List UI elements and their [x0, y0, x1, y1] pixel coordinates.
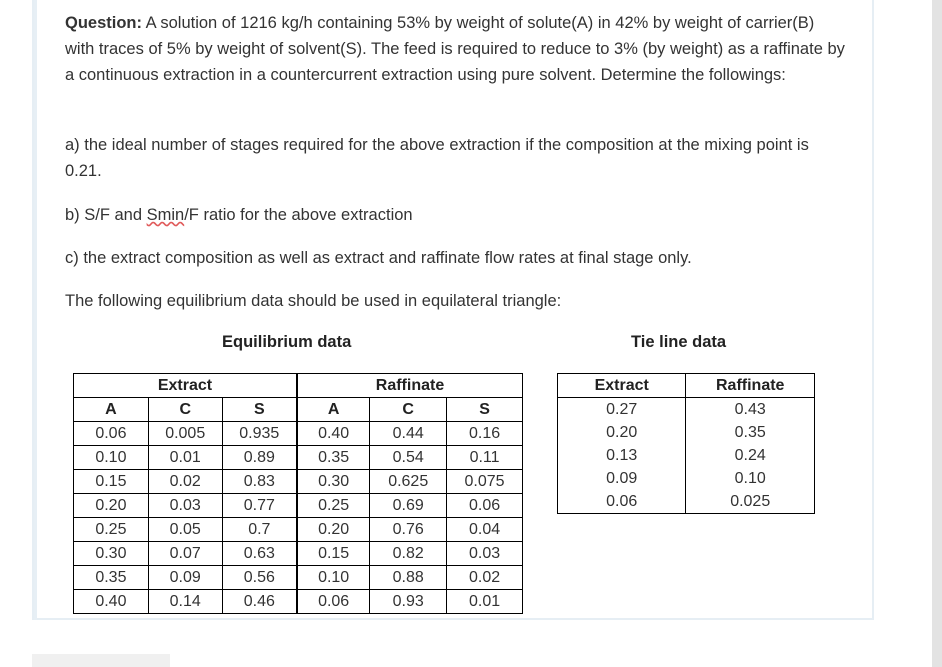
table-cell: 0.63 — [222, 542, 297, 566]
table-cell: 0.89 — [222, 446, 297, 470]
instruction-text: The following equilibrium data should be used in equilateral triangle: — [65, 292, 562, 310]
table-cell: 0.20 — [297, 518, 370, 542]
table-cell: 0.09 — [148, 566, 222, 590]
group-header-row — [74, 374, 523, 398]
col-header: C — [370, 398, 447, 422]
table-cell: 0.005 — [148, 422, 222, 446]
table-cell: 0.06 — [447, 494, 523, 518]
table-row — [74, 422, 523, 446]
table-cell: 0.46 — [222, 590, 297, 614]
table-cell: 0.07 — [148, 542, 222, 566]
table-row — [74, 590, 523, 614]
table-cell: 0.935 — [222, 422, 297, 446]
table-cell: 0.06 — [297, 590, 370, 614]
part-c: c) the extract composition as well as extract and raffinate flow rates at final stage only. — [65, 249, 692, 267]
table-row — [558, 398, 815, 422]
scrollbar-track[interactable] — [932, 0, 942, 667]
col-header: S — [447, 398, 523, 422]
tieline-header-row — [558, 374, 815, 398]
table-cell: 0.25 — [74, 518, 149, 542]
table-row — [558, 444, 815, 467]
question-paragraph — [65, 10, 845, 88]
table-cell: 0.76 — [370, 518, 447, 542]
table-cell: 0.13 — [558, 444, 686, 467]
table-cell: 0.77 — [222, 494, 297, 518]
col-header: A — [297, 398, 370, 422]
table-cell: 0.30 — [297, 470, 370, 494]
table-row — [74, 446, 523, 470]
col-header: S — [222, 398, 297, 422]
table-cell: 0.24 — [686, 444, 815, 467]
col-header: A — [74, 398, 149, 422]
table-cell: 0.06 — [558, 490, 686, 514]
question-label: Question: — [65, 14, 142, 32]
table-cell: 0.82 — [370, 542, 447, 566]
extract-group-header: Extract — [74, 374, 297, 398]
table-cell: 0.35 — [74, 566, 149, 590]
smin-term: Smin — [146, 206, 185, 224]
table-row — [558, 490, 815, 514]
table-cell: 0.30 — [74, 542, 149, 566]
card-left-border — [34, 0, 37, 620]
table-row — [74, 470, 523, 494]
table-cell: 0.01 — [148, 446, 222, 470]
table-row — [74, 494, 523, 518]
tieline-table — [557, 373, 815, 514]
table-cell: 0.20 — [74, 494, 149, 518]
table-row — [558, 421, 815, 444]
table-cell: 0.27 — [558, 398, 686, 422]
table-cell: 0.40 — [297, 422, 370, 446]
table-row — [74, 542, 523, 566]
table-cell: 0.10 — [74, 446, 149, 470]
part-b-prefix: b) S/F and — [65, 206, 147, 224]
table-cell: 0.25 — [297, 494, 370, 518]
table-cell: 0.7 — [222, 518, 297, 542]
part-b-suffix: /F ratio for the above extraction — [184, 206, 413, 224]
table-cell: 0.075 — [447, 470, 523, 494]
table-cell: 0.03 — [447, 542, 523, 566]
col-header: Extract — [558, 374, 686, 398]
table-cell: 0.15 — [297, 542, 370, 566]
table-cell: 0.35 — [297, 446, 370, 470]
col-header: Raffinate — [686, 374, 815, 398]
part-a: a) the ideal number of stages required for the above extraction if the composition at the mixing point is 0.21. — [65, 136, 809, 180]
table-cell: 0.02 — [447, 566, 523, 590]
table-cell: 0.88 — [370, 566, 447, 590]
question-body: A solution of 1216 kg/h containing 53% by weight of solute(A) in 42% by weight of carrier(B) with traces of 5% by weight of solvent(S). The feed is required to reduce to 3% (by weight) as a raffinate by a continuous extraction in a countercurrent extraction using pure solvent. Determine the followings: — [65, 14, 845, 84]
part-b — [65, 202, 845, 228]
table-cell: 0.56 — [222, 566, 297, 590]
table-cell: 0.93 — [370, 590, 447, 614]
column-header-row — [74, 398, 523, 422]
table-cell: 0.20 — [558, 421, 686, 444]
table-row — [74, 518, 523, 542]
table-cell: 0.025 — [686, 490, 815, 514]
tieline-heading: Tie line data — [631, 333, 727, 351]
table-cell: 0.09 — [558, 467, 686, 490]
table-row — [74, 566, 523, 590]
equilibrium-body — [74, 422, 523, 614]
equilibrium-heading: Equilibrium data — [222, 333, 352, 351]
tieline-body — [558, 398, 815, 514]
col-header: C — [148, 398, 222, 422]
table-cell: 0.54 — [370, 446, 447, 470]
table-cell: 0.40 — [74, 590, 149, 614]
table-cell: 0.35 — [686, 421, 815, 444]
table-cell: 0.16 — [447, 422, 523, 446]
table-cell: 0.05 — [148, 518, 222, 542]
table-cell: 0.04 — [447, 518, 523, 542]
table-cell: 0.11 — [447, 446, 523, 470]
table-cell: 0.10 — [686, 467, 815, 490]
table-row — [558, 467, 815, 490]
table-cell: 0.10 — [297, 566, 370, 590]
raffinate-group-header: Raffinate — [297, 374, 523, 398]
table-cell: 0.44 — [370, 422, 447, 446]
table-cell: 0.03 — [148, 494, 222, 518]
table-cell: 0.02 — [148, 470, 222, 494]
table-cell: 0.625 — [370, 470, 447, 494]
table-cell: 0.14 — [148, 590, 222, 614]
equilibrium-table — [73, 373, 523, 614]
table-cell: 0.43 — [686, 398, 815, 422]
table-cell: 0.69 — [370, 494, 447, 518]
next-card-edge — [32, 654, 170, 667]
table-cell: 0.01 — [447, 590, 523, 614]
table-cell: 0.83 — [222, 470, 297, 494]
table-cell: 0.15 — [74, 470, 149, 494]
table-cell: 0.06 — [74, 422, 149, 446]
